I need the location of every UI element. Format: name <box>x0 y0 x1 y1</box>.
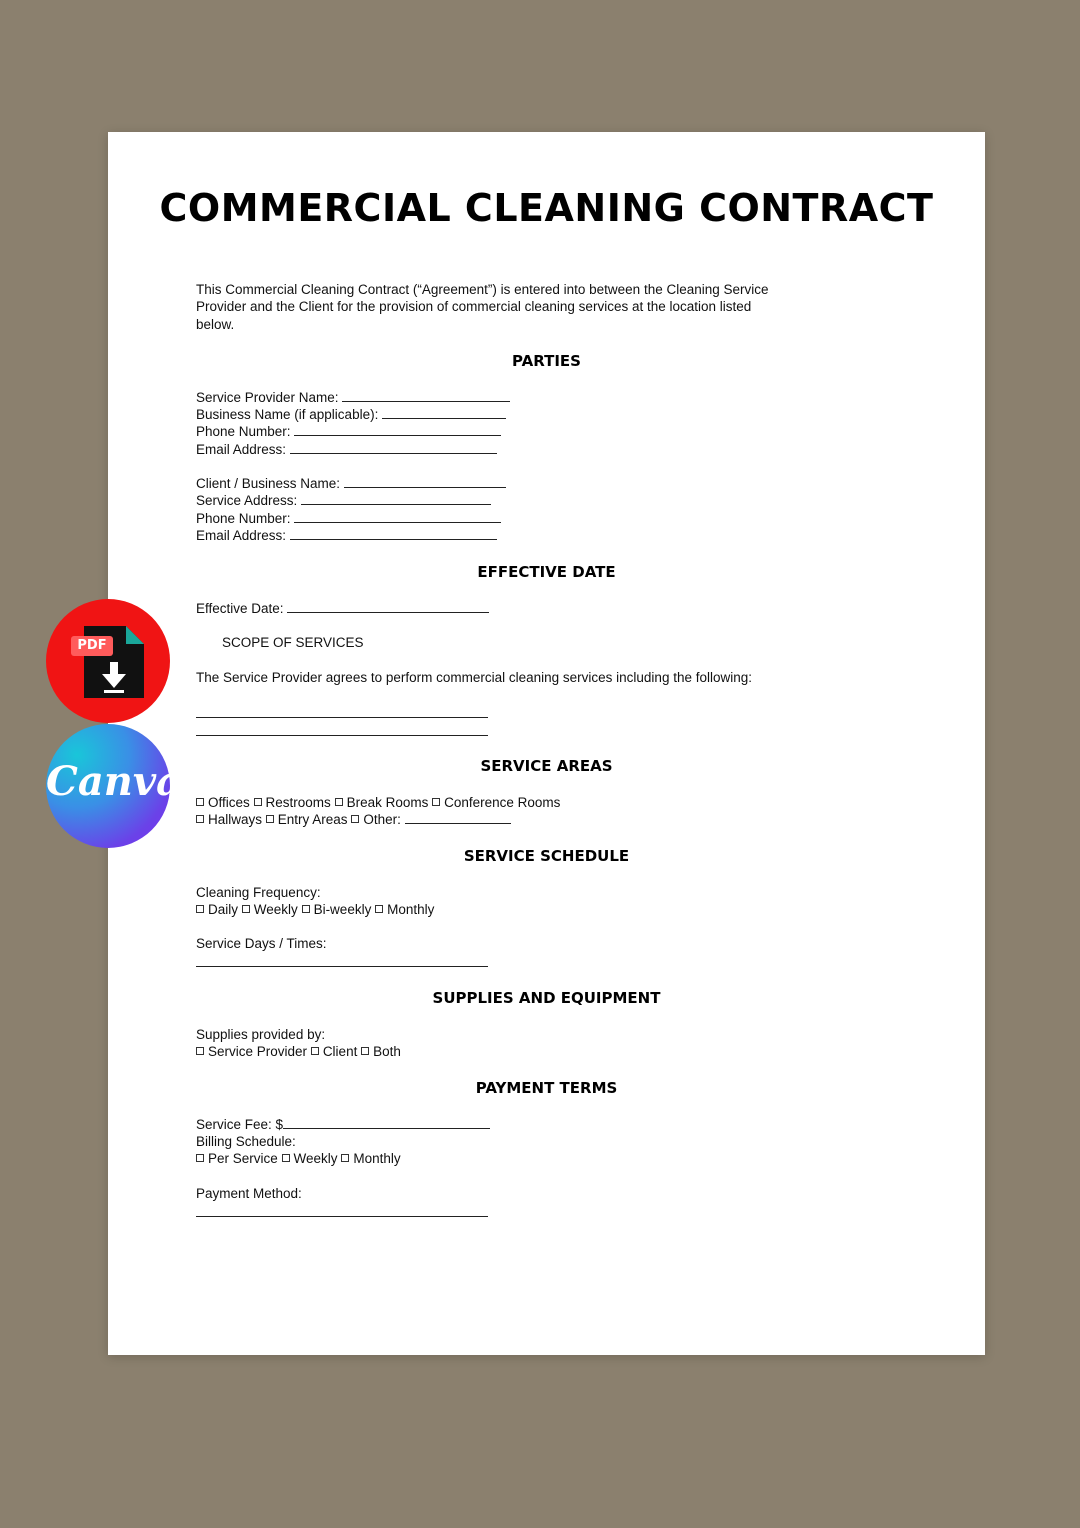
supplies-provider-checkbox[interactable] <box>196 1047 204 1055</box>
entry-areas-checkbox[interactable] <box>266 815 274 823</box>
canva-badge[interactable] <box>46 724 182 848</box>
service-days-label: Service Days / Times: <box>196 936 327 951</box>
scope-text: The Service Provider agrees to perform commercial cleaning services including the following: <box>196 670 752 685</box>
per-service-checkbox[interactable] <box>196 1154 204 1162</box>
scope-line-2[interactable] <box>196 735 488 736</box>
client-phone-field[interactable] <box>294 510 501 523</box>
client-email-row <box>196 527 497 544</box>
hallways-label: Hallways <box>208 812 263 827</box>
provider-name-field[interactable] <box>342 389 510 402</box>
business-name-label: Business Name (if applicable): <box>196 407 379 422</box>
provider-name-label: Service Provider Name: <box>196 390 339 405</box>
document-title: COMMERCIAL CLEANING CONTRACT <box>159 186 934 230</box>
payment-method-line[interactable] <box>196 1216 488 1217</box>
payment-method-label: Payment Method: <box>196 1186 302 1201</box>
service-schedule-heading: SERVICE SCHEDULE <box>463 847 630 865</box>
service-areas-row-1 <box>196 794 560 811</box>
daily-checkbox[interactable] <box>196 905 204 913</box>
client-phone-row <box>196 510 501 527</box>
client-name-label: Client / Business Name: <box>196 476 341 491</box>
service-address-row <box>196 492 491 509</box>
monthly-label: Monthly <box>387 902 435 917</box>
business-name-row <box>196 406 506 423</box>
conference-rooms-checkbox[interactable] <box>432 798 440 806</box>
provider-phone-label: Phone Number: <box>196 424 291 439</box>
break-rooms-checkbox[interactable] <box>335 798 343 806</box>
supplies-client-checkbox[interactable] <box>311 1047 319 1055</box>
provider-phone-row <box>196 423 501 440</box>
client-name-field[interactable] <box>344 475 506 488</box>
biweekly-label: Bi-weekly <box>313 902 372 917</box>
provider-email-label: Email Address: <box>196 442 287 457</box>
effective-date-heading: EFFECTIVE DATE <box>477 563 616 581</box>
scope-line-1[interactable] <box>196 717 488 718</box>
other-label: Other: <box>363 812 401 827</box>
provider-name-row <box>196 389 510 406</box>
client-email-label: Email Address: <box>196 528 287 543</box>
intro-paragraph: This Commercial Cleaning Contract (“Agreement”) is entered into between the Cleaning Service Provider and the Client for the provision of commercial cleaning services at the location listed below. <box>196 282 769 332</box>
entry-areas-label: Entry Areas <box>277 812 348 827</box>
conference-rooms-label: Conference Rooms <box>444 795 561 810</box>
billing-label: Billing Schedule: <box>196 1134 296 1149</box>
effective-date-field[interactable] <box>287 600 489 613</box>
hallways-checkbox[interactable] <box>196 815 204 823</box>
provider-email-field[interactable] <box>290 441 497 454</box>
canva-logo: Canva <box>46 758 182 805</box>
supplies-both-label: Both <box>373 1044 401 1059</box>
parties-heading: PARTIES <box>512 352 581 370</box>
supplies-options <box>196 1043 401 1060</box>
effective-date-label: Effective Date: <box>196 601 284 616</box>
service-areas-row-2 <box>196 811 511 828</box>
payment-heading: PAYMENT TERMS <box>475 1079 618 1097</box>
service-areas-heading: SERVICE AREAS <box>480 757 613 775</box>
provider-phone-field[interactable] <box>294 423 501 436</box>
restrooms-checkbox[interactable] <box>254 798 262 806</box>
supplies-client-label: Client <box>322 1044 358 1059</box>
offices-label: Offices <box>208 795 250 810</box>
supplies-heading: SUPPLIES AND EQUIPMENT <box>432 989 661 1007</box>
daily-label: Daily <box>208 902 239 917</box>
restrooms-label: Restrooms <box>265 795 331 810</box>
billing-weekly-checkbox[interactable] <box>282 1154 290 1162</box>
service-address-label: Service Address: <box>196 493 298 508</box>
client-phone-label: Phone Number: <box>196 511 291 526</box>
service-fee-label: Service Fee: $ <box>196 1117 284 1132</box>
frequency-label: Cleaning Frequency: <box>196 885 321 900</box>
monthly-checkbox[interactable] <box>375 905 383 913</box>
billing-monthly-label: Monthly <box>353 1151 401 1166</box>
offices-checkbox[interactable] <box>196 798 204 806</box>
pdf-label: PDF <box>71 636 113 656</box>
supplies-both-checkbox[interactable] <box>361 1047 369 1055</box>
pdf-download-icon[interactable] <box>80 622 148 702</box>
billing-options <box>196 1150 401 1167</box>
weekly-checkbox[interactable] <box>242 905 250 913</box>
break-rooms-label: Break Rooms <box>346 795 429 810</box>
supplies-provider-label: Service Provider <box>208 1044 308 1059</box>
provider-email-row <box>196 441 497 458</box>
biweekly-checkbox[interactable] <box>302 905 310 913</box>
business-name-field[interactable] <box>382 406 506 419</box>
scope-heading: SCOPE OF SERVICES <box>222 635 364 650</box>
service-address-field[interactable] <box>301 492 491 505</box>
supplies-label: Supplies provided by: <box>196 1027 326 1042</box>
effective-date-row <box>196 600 489 617</box>
billing-monthly-checkbox[interactable] <box>341 1154 349 1162</box>
other-checkbox[interactable] <box>351 815 359 823</box>
weekly-label: Weekly <box>253 902 298 917</box>
service-days-line[interactable] <box>196 966 488 967</box>
frequency-options <box>196 901 434 918</box>
client-name-row <box>196 475 506 492</box>
service-fee-row <box>196 1116 490 1133</box>
other-field[interactable] <box>405 811 511 824</box>
service-fee-field[interactable] <box>283 1116 490 1129</box>
client-email-field[interactable] <box>290 527 497 540</box>
per-service-label: Per Service <box>208 1151 278 1166</box>
billing-weekly-label: Weekly <box>293 1151 338 1166</box>
